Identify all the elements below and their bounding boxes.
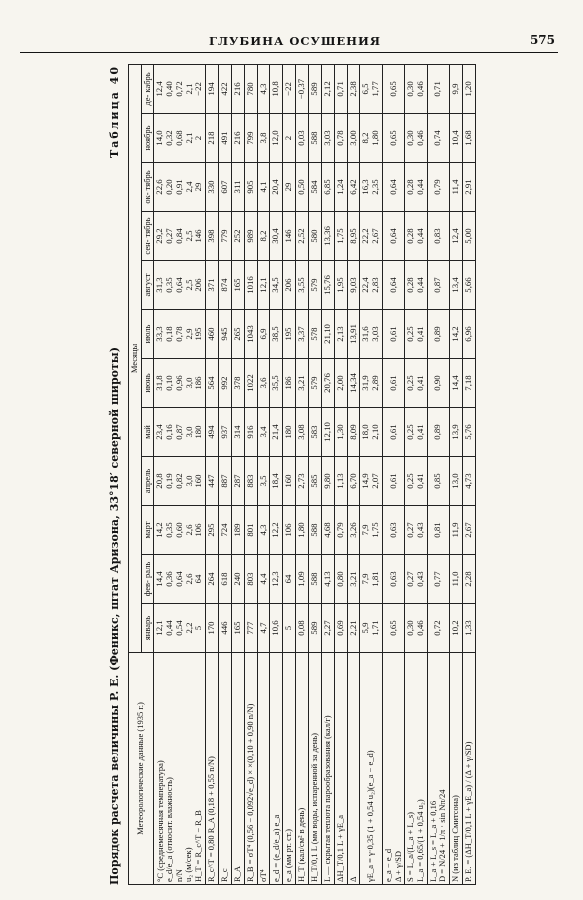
table-cell: 170	[206, 604, 219, 653]
table-cell: 6,5 1,77	[360, 64, 383, 113]
month-header: июль	[141, 310, 154, 359]
table-cell: 0,65	[383, 64, 405, 113]
table-cell: 799	[244, 114, 257, 163]
table-cell: −0,37	[296, 64, 309, 113]
table-body	[154, 64, 475, 884]
table-cell: 0,27 0,43	[405, 506, 428, 555]
table-cell: 314	[231, 408, 244, 457]
table-cell: 2,52	[296, 212, 309, 261]
table-cell: 195	[283, 310, 296, 359]
table-cell: 8,2 1,80	[360, 114, 383, 163]
table-cell: 0,83	[427, 212, 449, 261]
table-cell: 3,6	[257, 359, 270, 408]
table-cell: 4,73	[462, 457, 475, 506]
table-cell: 0,71	[334, 64, 347, 113]
table-cell: 989	[244, 212, 257, 261]
table-cell: 584	[309, 163, 322, 212]
table-cell: 4,3	[257, 64, 270, 113]
table-cell: 13,4	[449, 261, 462, 310]
table-cell: 18,4	[270, 457, 283, 506]
table-row	[334, 64, 347, 884]
table-cell: 10,4	[449, 114, 462, 163]
table-cell: 216	[231, 64, 244, 113]
month-header: сен- тябрь	[141, 212, 154, 261]
table-cell: 585	[309, 457, 322, 506]
table-cell: 588	[309, 506, 322, 555]
table-cell: 8,2	[257, 212, 270, 261]
table-cell: 16,3 2,35	[360, 163, 383, 212]
table-cell: 1,20	[462, 64, 475, 113]
table-cell: 12,3	[270, 555, 283, 604]
table-cell: 1,09	[296, 555, 309, 604]
table-cell: 460	[206, 310, 219, 359]
table-cell: 14,0 0,32 0,68 2,1 2	[154, 114, 206, 163]
running-title: ГЛУБИНА ОСУШЕНИЯ	[208, 34, 382, 48]
table-cell: −22	[283, 64, 296, 113]
table-cell: 13,0	[449, 457, 462, 506]
table-cell: 330	[206, 163, 219, 212]
table-cell: 916	[244, 408, 257, 457]
table-cell: 7,18	[462, 359, 475, 408]
table-cell: 0,30 0,46	[405, 114, 428, 163]
table-cell: 311	[231, 163, 244, 212]
table-cell: 0,28 0,44	[405, 212, 428, 261]
table-cell: 494	[206, 408, 219, 457]
table-cell: 5,00	[462, 212, 475, 261]
table-cell: 252	[231, 212, 244, 261]
table-cell: 447	[206, 457, 219, 506]
table-cell: 12,4	[449, 212, 462, 261]
table-cell: 0,81	[427, 506, 449, 555]
table-cell: 1043	[244, 310, 257, 359]
table-row	[347, 64, 360, 884]
row-label: L — скрытая теплота парообразования (кал/г)	[321, 653, 334, 885]
table-cell: 0,87	[427, 261, 449, 310]
row-label: ΔH_T/0,1 L + γE_a	[334, 653, 347, 885]
table-cell: 0,64	[383, 212, 405, 261]
table-caption-line	[108, 65, 121, 885]
table-cell: 0,25 0,41	[405, 310, 428, 359]
table-cell: 14,2	[449, 310, 462, 359]
table-cell: 6,96	[462, 310, 475, 359]
table-cell: 422	[219, 64, 232, 113]
table-cell: 779	[219, 212, 232, 261]
table-cell: 0,63	[383, 555, 405, 604]
table-cell: 3,00	[347, 114, 360, 163]
row-label: H_T/0,1 L (мм воды, испаренной за день)	[309, 653, 322, 885]
table-cell: 583	[309, 408, 322, 457]
table-cell: 64	[283, 555, 296, 604]
table-row	[206, 64, 219, 884]
table-row	[321, 64, 334, 884]
table-cell: 0,61	[383, 310, 405, 359]
table-cell: 0,90	[427, 359, 449, 408]
table-cell: 2,27	[321, 604, 334, 653]
table-cell: 724	[219, 506, 232, 555]
table-cell: 398	[206, 212, 219, 261]
table-cell: 12,2	[270, 506, 283, 555]
table-cell: 0,71	[427, 64, 449, 113]
table-row	[154, 64, 206, 884]
table-cell: 564	[206, 359, 219, 408]
table-cell: 9,80	[321, 457, 334, 506]
header-rule	[20, 52, 558, 53]
table-cell: 21,10	[321, 310, 334, 359]
table-cell: 618	[219, 555, 232, 604]
table-cell: 15,76	[321, 261, 334, 310]
table-cell: 1016	[244, 261, 257, 310]
table-cell: 3,21	[347, 555, 360, 604]
table-cell: 0,89	[427, 408, 449, 457]
table-cell: 20,76	[321, 359, 334, 408]
table-cell: 12,10	[321, 408, 334, 457]
table-row	[462, 64, 475, 884]
table-cell: 11,0	[449, 555, 462, 604]
table-cell: 2,21	[347, 604, 360, 653]
month-header: фев- раль	[141, 555, 154, 604]
table-cell: 4,7	[257, 604, 270, 653]
table-cell: 29,2 0,27 0,84 2,5 146	[154, 212, 206, 261]
table-cell: 3,4	[257, 408, 270, 457]
table-cell: 1,33	[462, 604, 475, 653]
table-cell: 0,61	[383, 457, 405, 506]
table-cell: 588	[309, 114, 322, 163]
table-cell: 446	[219, 604, 232, 653]
table-cell: 3,5	[257, 457, 270, 506]
table-cell: 992	[219, 359, 232, 408]
table-cell: 12,0	[270, 114, 283, 163]
table-cell: 777	[244, 604, 257, 653]
table-cell: 0,30 0,46	[405, 604, 428, 653]
month-header: март	[141, 506, 154, 555]
table-cell: 7,9 1,75	[360, 506, 383, 555]
table-cell: 1,68	[462, 114, 475, 163]
table-cell: 883	[244, 457, 257, 506]
data-table	[128, 64, 476, 885]
row-label: R_B = σT⁴ (0,56 − 0,092√e_d) × ×(0,10 + 0,90 n/N)	[244, 653, 257, 885]
table-cell: 106	[283, 506, 296, 555]
table-cell: 905	[244, 163, 257, 212]
table-cell: 491	[219, 114, 232, 163]
table-cell: 180	[283, 408, 296, 457]
table-cell: 1,95	[334, 261, 347, 310]
table-cell: 6,42	[347, 163, 360, 212]
table-cell: 295	[206, 506, 219, 555]
table-cell: 2,91	[462, 163, 475, 212]
table-cell: 194	[206, 64, 219, 113]
row-label: e_d = (e_d/e_a) e_a	[270, 653, 283, 885]
month-header: август	[141, 261, 154, 310]
table-cell: 14,4 0,36 0,64 2,6 64	[154, 555, 206, 604]
table-cell: 34,5	[270, 261, 283, 310]
table-cell: 4,4	[257, 555, 270, 604]
table-cell: 21,4	[270, 408, 283, 457]
months-group-header: Месяцы	[129, 64, 142, 652]
row-label: R_A	[231, 653, 244, 885]
table-row	[383, 64, 405, 884]
table-cell: 20,8 0,19 0,82 3,0 160	[154, 457, 206, 506]
month-header: июнь	[141, 359, 154, 408]
table-caption: Порядок расчета величины P. E. (Феникс, штат Аризона, 33°18′ северной широты)	[108, 346, 121, 885]
table-cell: 588	[309, 555, 322, 604]
table-cell: 10,2	[449, 604, 462, 653]
table-cell: 35,5	[270, 359, 283, 408]
table-cell: 6,85	[321, 163, 334, 212]
row-label: P. E. = (ΔH_T/0,1 L + γE_a) / (Δ + γ/SD)	[462, 653, 475, 885]
table-cell: 887	[219, 457, 232, 506]
table-cell: 186	[283, 359, 296, 408]
table-cell: 378	[231, 359, 244, 408]
table-cell: 371	[206, 261, 219, 310]
table-cell: 14,34	[347, 359, 360, 408]
table-cell: 3,37	[296, 310, 309, 359]
month-header: апрель	[141, 457, 154, 506]
row-label: σT⁴	[257, 653, 270, 885]
table-cell: 160	[283, 457, 296, 506]
row-label: S = L_a/(L_a + L_s) L_a = 0,65/(1 + 0,54 u₂)	[405, 653, 428, 885]
table-number: Таблица 40	[108, 65, 121, 158]
rotated-table-block	[104, 65, 478, 885]
table-cell: 1,30	[334, 408, 347, 457]
table-cell: 0,80	[334, 555, 347, 604]
month-header: январь	[141, 604, 154, 653]
table-cell: 12,1	[257, 261, 270, 310]
table-cell: 14,9 2,07	[360, 457, 383, 506]
table-cell: 189	[231, 506, 244, 555]
table-cell: 3,8	[257, 114, 270, 163]
table-cell: 265	[231, 310, 244, 359]
table-row	[449, 64, 462, 884]
table-cell: 0,63	[383, 506, 405, 555]
table-cell: 2,00	[334, 359, 347, 408]
table-cell: 0,72	[427, 604, 449, 653]
table-cell: 33,3 0,18 0,78 2,9 195	[154, 310, 206, 359]
table-cell: 0,65	[383, 114, 405, 163]
month-header: ноябрь	[141, 114, 154, 163]
table-cell: 13,36	[321, 212, 334, 261]
table-cell: 4,68	[321, 506, 334, 555]
table-cell: 3,55	[296, 261, 309, 310]
table-cell: 874	[219, 261, 232, 310]
table-cell: 803	[244, 555, 257, 604]
table-cell: 13,91	[347, 310, 360, 359]
table-cell: 0,08	[296, 604, 309, 653]
table-cell: 6,70	[347, 457, 360, 506]
table-row	[283, 64, 296, 884]
table-cell: 218	[206, 114, 219, 163]
month-header: де- кабрь	[141, 64, 154, 113]
table-cell: 0,28 0,44	[405, 163, 428, 212]
table-cell: 0,64	[383, 163, 405, 212]
table-cell: 0,30 0,46	[405, 64, 428, 113]
table-cell: 2,67	[462, 506, 475, 555]
table-cell: 31,3 0,35 0,64 2,5 206	[154, 261, 206, 310]
table-cell: 5,76	[462, 408, 475, 457]
table-cell: 1,13	[334, 457, 347, 506]
table-cell: 4,13	[321, 555, 334, 604]
month-header: май	[141, 408, 154, 457]
table-cell: 8,09	[347, 408, 360, 457]
table-cell: 579	[309, 261, 322, 310]
table-cell: 30,4	[270, 212, 283, 261]
table-cell: 1022	[244, 359, 257, 408]
row-label: R_c	[219, 653, 232, 885]
table-cell: 3,26	[347, 506, 360, 555]
table-cell: 206	[283, 261, 296, 310]
table-cell: 1,75	[334, 212, 347, 261]
table-cell: 2,73	[296, 457, 309, 506]
table-row	[405, 64, 428, 884]
table-cell: 31,8 0,10 0,96 3,0 186	[154, 359, 206, 408]
row-label: e_a − e_d Δ + γ/SD	[383, 653, 405, 885]
table-cell: 0,64	[383, 261, 405, 310]
month-header: ок- тябрь	[141, 163, 154, 212]
table-cell: 0,77	[427, 555, 449, 604]
row-label: N (из таблиц Смитсона)	[449, 653, 462, 885]
param-column-header: Метеорологические данные (1935 г.)	[129, 653, 154, 885]
table-cell: 589	[309, 64, 322, 113]
table-cell: 578	[309, 310, 322, 359]
table-cell: 240	[231, 555, 244, 604]
row-label: L_a + L_s = L_a + 0,16 D = N/24 + 1/π · sin Nπ/24	[427, 653, 449, 885]
table-cell: 607	[219, 163, 232, 212]
table-cell: 0,61	[383, 359, 405, 408]
table-row	[231, 64, 244, 884]
table-cell: 580	[309, 212, 322, 261]
row-label: H_T (кал/см² в день)	[296, 653, 309, 885]
table-cell: 0,25 0,41	[405, 408, 428, 457]
table-cell: 8,95	[347, 212, 360, 261]
table-cell: 3,08	[296, 408, 309, 457]
table-cell: 12,4 0,40 0,72 2,1 −22	[154, 64, 206, 113]
table-cell: 165	[231, 261, 244, 310]
table-cell: 31,9 2,89	[360, 359, 383, 408]
table-cell: 0,28 0,44	[405, 261, 428, 310]
table-cell: 0,78	[334, 114, 347, 163]
table-cell: 11,9	[449, 506, 462, 555]
table-cell: 12,1 0,44 0,54 2,2 5	[154, 604, 206, 653]
table-cell: 2,12	[321, 64, 334, 113]
table-cell: 0,61	[383, 408, 405, 457]
table-cell: 11,4	[449, 163, 462, 212]
table-cell: 5,66	[462, 261, 475, 310]
table-cell: 165	[231, 604, 244, 653]
table-cell: 20,4	[270, 163, 283, 212]
table-cell: 14,2 0,35 0,60 2,6 106	[154, 506, 206, 555]
table-cell: 0,50	[296, 163, 309, 212]
table-row	[257, 64, 270, 884]
row-label: R_c^T = 0,80 R_A (0,18 + 0,55 n/N)	[206, 653, 219, 885]
table-cell: 945	[219, 310, 232, 359]
table-cell: 0,74	[427, 114, 449, 163]
table-cell: 0,65	[383, 604, 405, 653]
page-number: 575	[529, 33, 555, 47]
table-cell: 937	[219, 408, 232, 457]
table-group-header-row	[129, 64, 142, 884]
table-cell: 0,85	[427, 457, 449, 506]
table-cell: 1,80	[296, 506, 309, 555]
row-label: γE_a = γ·0,35 (1 + 0,54 u₂)(e_a − e_d)	[360, 653, 383, 885]
table-cell: 0,27 0,43	[405, 555, 428, 604]
table-cell: 780	[244, 64, 257, 113]
table-cell: 2,38	[347, 64, 360, 113]
table-cell: 14,4	[449, 359, 462, 408]
table-cell: 579	[309, 359, 322, 408]
table-cell: 29	[283, 163, 296, 212]
table-cell: 10,8	[270, 64, 283, 113]
table-cell: 0,69	[334, 604, 347, 653]
table-cell: 22,4 2,83	[360, 261, 383, 310]
table-cell: 0,79	[427, 163, 449, 212]
table-row	[219, 64, 232, 884]
table-cell: 5	[283, 604, 296, 653]
table-cell: 13,9	[449, 408, 462, 457]
table-cell: 9,9	[449, 64, 462, 113]
table-cell: 10,6	[270, 604, 283, 653]
table-cell: 22,6 0,20 0,91 2,4 29	[154, 163, 206, 212]
table-cell: 589	[309, 604, 322, 653]
table-cell: 6,9	[257, 310, 270, 359]
table-cell: 0,03	[296, 114, 309, 163]
table-cell: 3,03	[321, 114, 334, 163]
table-cell: 0,89	[427, 310, 449, 359]
table-row	[360, 64, 383, 884]
table-cell: 264	[206, 555, 219, 604]
table-cell: 4,1	[257, 163, 270, 212]
table-cell: 7,9 1,81	[360, 555, 383, 604]
table-cell: 0,25 0,41	[405, 457, 428, 506]
table-cell: 801	[244, 506, 257, 555]
table-cell: 2	[283, 114, 296, 163]
table-cell: 3,21	[296, 359, 309, 408]
table-row	[270, 64, 283, 884]
table-cell: 31,6 3,03	[360, 310, 383, 359]
table-row	[296, 64, 309, 884]
table-row	[427, 64, 449, 884]
table-cell: 5,9 1,71	[360, 604, 383, 653]
table-row	[309, 64, 322, 884]
table-cell: 23,4 0,16 0,87 3,0 180	[154, 408, 206, 457]
table-cell: 2,13	[334, 310, 347, 359]
table-cell: 146	[283, 212, 296, 261]
row-label: e_a (мм рт. ст.)	[283, 653, 296, 885]
table-cell: 216	[231, 114, 244, 163]
table-cell: 9,03	[347, 261, 360, 310]
table-cell: 2,28	[462, 555, 475, 604]
table-cell: 0,79	[334, 506, 347, 555]
table-cell: 22,2 2,67	[360, 212, 383, 261]
table-cell: 38,5	[270, 310, 283, 359]
table-cell: 0,25 0,41	[405, 359, 428, 408]
row-label: °C (среднемесячная температура) e_d/e_a (относит. влажность) n/N u₂ (м/сек) H_T = R_c^T − R_B	[154, 653, 206, 885]
row-label: Δ	[347, 653, 360, 885]
table-cell: 4,3	[257, 506, 270, 555]
table-row	[244, 64, 257, 884]
table-cell: 287	[231, 457, 244, 506]
table-cell: 1,24	[334, 163, 347, 212]
table-cell: 18,0 2,10	[360, 408, 383, 457]
